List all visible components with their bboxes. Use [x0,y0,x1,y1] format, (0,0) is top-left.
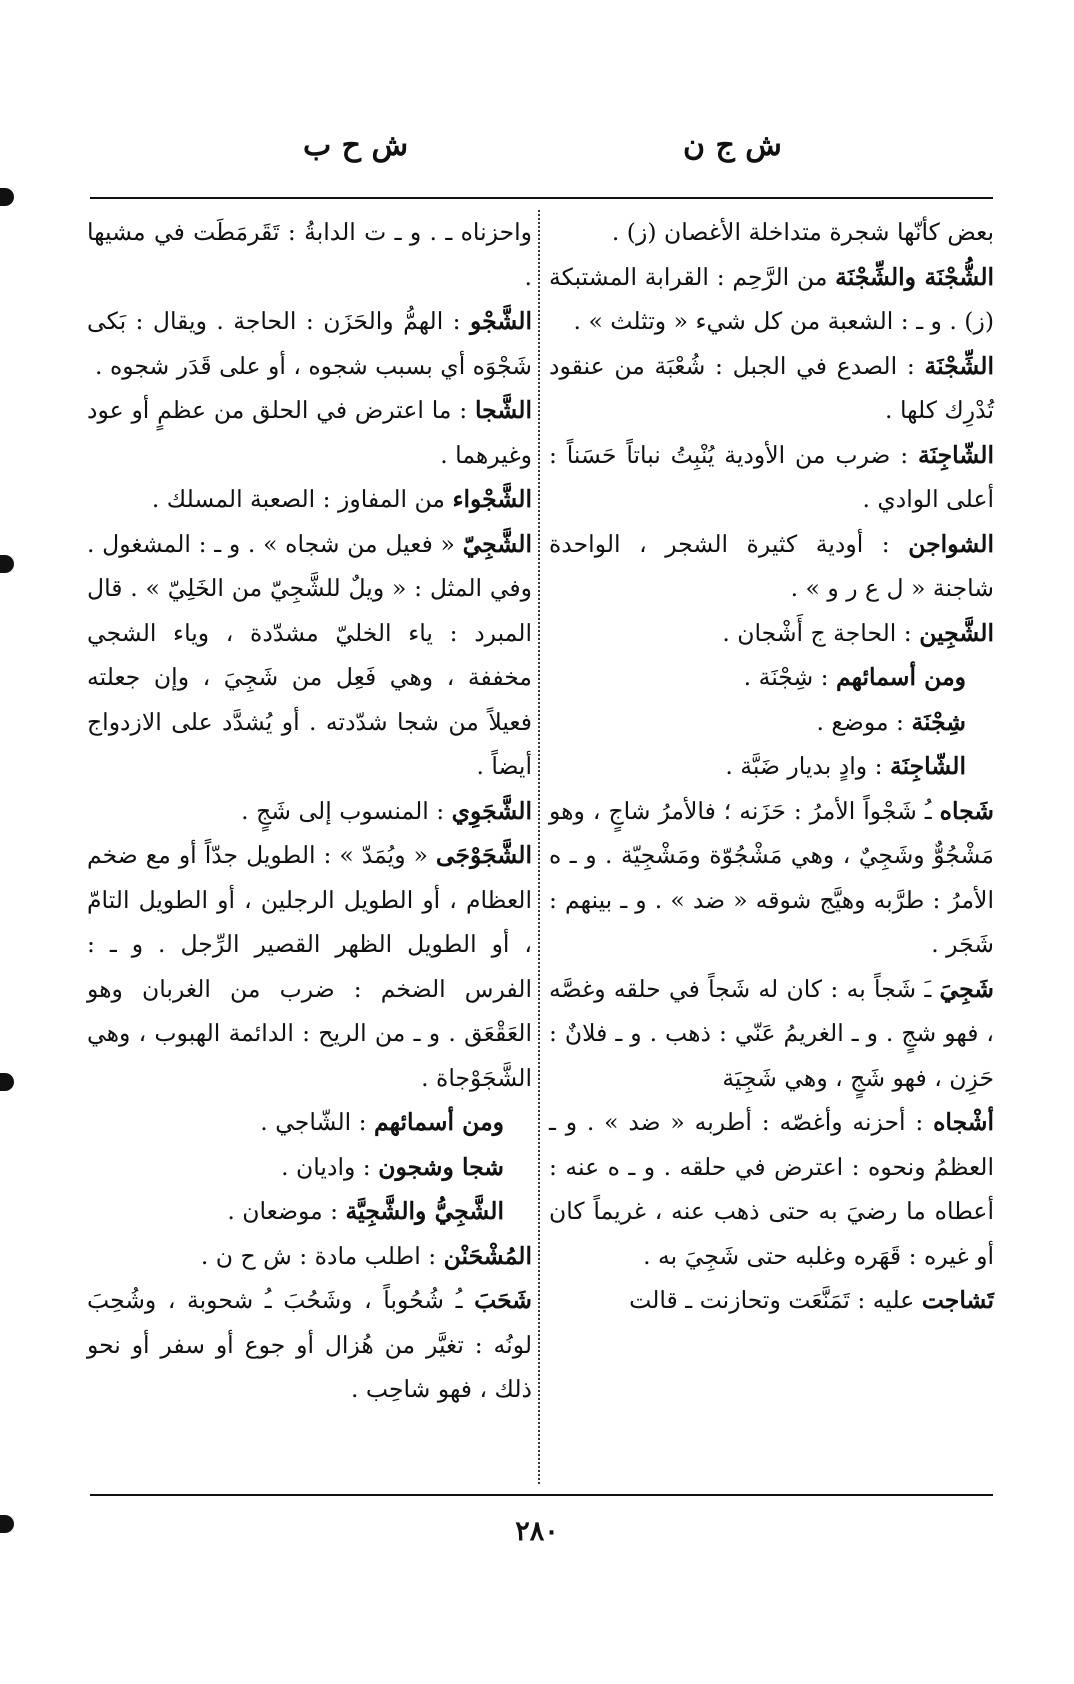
dictionary-entry [87,522,532,789]
entry-headword: شجا وشجون [378,1152,504,1181]
entry-headword: ومن أسمائهم [374,1108,504,1136]
entry-headword: تَشاجت [921,1286,994,1314]
entry-definition: ـُ شُحُوباً ، وشَحُبَ ـُ شحوبة ، وشُحِبَ لونُه : تغيَّر من هُزال أو جوع أو سفر أو نحو ذلك ، فهو شاحِب . [87,1286,532,1403]
entry-headword: الشواجن [908,529,994,558]
entry-definition: « ويُمَدّ » : الطويل جدّاً أو مع ضخم العظام ، أو الطويل الرجلين ، أو الطويل التامّ ، أو الطويل الظهر القصير الرِّجل . و ـ : الفرس الضخم : ضرب من الغربان وهو العَقْعَق . و ـ من الريح : الدائمة الهبوب ، وهي الشَّجَوْجاة . [87,841,532,1092]
entry-definition: : المنسوب إلى شَجٍ . [241,796,452,825]
entry-definition: بعض كأنّها شجرة متداخلة الأغصان (ز) . [611,218,994,246]
footer-rule [90,1494,993,1496]
entry-definition: : الحاجة ج أَشْجان . [722,618,920,647]
entry-definition: : موضعان . [227,1197,346,1225]
dictionary-entry [549,1100,994,1278]
entry-headword: الشَّجِيُّ والشَّجِيَّة [345,1197,504,1225]
entry-headword: الشُّجْنَة والشِّجْنَة [835,262,995,291]
dictionary-entry [549,433,994,522]
dictionary-entry [87,210,532,299]
dictionary-entry [87,477,532,522]
entry-definition: عليه : تَمَنَّعَت وتحازنت ـ قالت [629,1286,922,1314]
entry-definition: : الشّاجي . [260,1108,375,1136]
dictionary-entry [87,388,532,477]
dictionary-entry [549,210,994,255]
entry-definition: ـَ شَجاً به : كان له شَجاً في حلقه وغصَّه ، فهو شجٍ . و ـ الغريمُ عَنّي : ذهب . و ـ فلانٌ : حَزِن ، فهو شَجٍ ، وهي شَجِيَة [549,974,994,1092]
dictionary-entry [549,255,994,344]
dictionary-entry [549,611,994,656]
entry-definition: من المفاوز : الصعبة المسلك . [151,485,453,513]
entry-definition: : اطلب مادة : ش ح ن . [200,1241,444,1270]
entry-definition: : موضع . [816,707,912,736]
column-divider [538,210,540,1484]
dictionary-entry [87,789,532,834]
entry-headword: الشَّجْو [470,307,532,335]
entry-headword: الشّاجِنَة [889,752,966,780]
page-number: ٢٨٠ [515,1516,559,1547]
entry-definition: : الهمُّ والحَزَن : الحاجة . ويقال : بَكى شَجْوَه أي بسبب شجوه ، أو على قَدَر شجوه . [87,307,532,380]
entry-definition: « فعيل من شجاه » . و ـ : المشغول . وفي المثل : « ويلٌ للشَّجِيّ من الخَلِيّ » . قال المبرد : ياء الخليّ مشدّدة ، وياء الشجي مخففة ، وهي فَعِل من شَجِيَ ، وإن جعلته فعيلاً من شجا شدّدته . أو يُشدَّد على الازدواج أيضاً . [87,529,532,780]
running-header-right: ش ج ن [683,128,782,163]
dictionary-entry [87,833,532,1100]
entry-headword: الشَّجا [475,396,532,424]
left-column [87,210,532,1412]
entry-headword: شَحَبَ [474,1286,532,1314]
entry-definition: : وادٍ بديار ضَبَّة . [725,752,890,780]
dictionary-entry [87,299,532,388]
margin-mark [0,555,14,573]
entry-definition: : أحزنه وأغصّه : أطربه « ضد » . و ـ العظمُ ونحوه : اعترض في حلقه . و ـ ه عنه : أعطاه ما رضيَ به حتى ذهب عنه ، غريماً كان أو غيره : قَهَره وغلبه حتى شَجِيَ به . [549,1108,994,1270]
entry-definition: واحزناه ـ . و ـ ت الدابةُ : تَقَرمَطَت في مشيها . [87,218,532,291]
dictionary-entry [549,744,994,789]
dictionary-entry [549,522,994,611]
entry-definition: ـُ شَجْواً الأمرُ : حَزَنه ؛ فالأمرُ شاجٍ ، وهو مَشْجُوٌّ وشَجِيٌ ، وهي مَشْجُوّة ومَشْجِيّة . و ـ ه الأمرُ : طرَّبه وهيَّج شوقه « ضد » . و ـ بينهم : شَجَر . [549,796,994,958]
entry-definition: : ضرب من الأودية يُنْبِتُ نباتاً حَسَناً : أعلى الوادي . [549,440,994,513]
dictionary-entry [87,1234,532,1279]
running-header-left: ش ح ب [303,128,409,163]
entry-headword: الشِّجْنَة [924,351,994,380]
dictionary-entry [549,967,994,1101]
right-column [549,210,994,1323]
dictionary-entry [87,1145,532,1190]
margin-mark [0,188,14,206]
dictionary-entry [87,1278,532,1412]
entry-headword: ومن أسمائهم [836,663,966,691]
header-rule [90,197,993,199]
dictionary-entry [87,1189,532,1234]
dictionary-entry [87,1100,532,1145]
entry-definition: : ما اعترض في الحلق من عظمٍ أو عود وغيرهما . [87,396,532,469]
entry-definition: : واديان . [281,1152,379,1181]
dictionary-entry [549,700,994,745]
entry-definition: : شِجْنَة . [743,663,837,691]
dictionary-entry [549,789,994,967]
entry-headword: الشَّجَوْجَى [435,841,532,869]
entry-definition: : أودية كثيرة الشجر ، الواحدة شاجنة « ل ع ر و » . [549,529,994,602]
entry-headword: المُشْحَنْن [443,1241,532,1270]
entry-headword: أشْجاه [933,1108,994,1136]
dictionary-entry [549,344,994,433]
entry-headword: الشَّجَوِي [451,796,532,825]
entry-headword: الشَّجْواء [452,485,532,513]
dictionary-entry [549,1278,994,1323]
dictionary-entry [549,655,994,700]
entry-headword: شَجاه [939,796,994,825]
entry-headword: الشَّجِيّ [462,529,532,558]
entry-definition: من الرَّحِم : القرابة المشتبكة (ز) . و ـ : الشعبة من كل شيء « وتثلث » . [549,262,994,335]
entry-headword: شَجِيَ [939,974,994,1003]
entry-headword: الشَّجِين [919,618,994,647]
entry-headword: الشّاجِنَة [917,440,994,469]
entry-headword: شِجْنَة [911,707,966,736]
entry-definition: : الصدع في الجبل : شُعْبَة من عنقود تُدْرِك كلها . [549,351,994,424]
margin-mark [0,1073,14,1091]
